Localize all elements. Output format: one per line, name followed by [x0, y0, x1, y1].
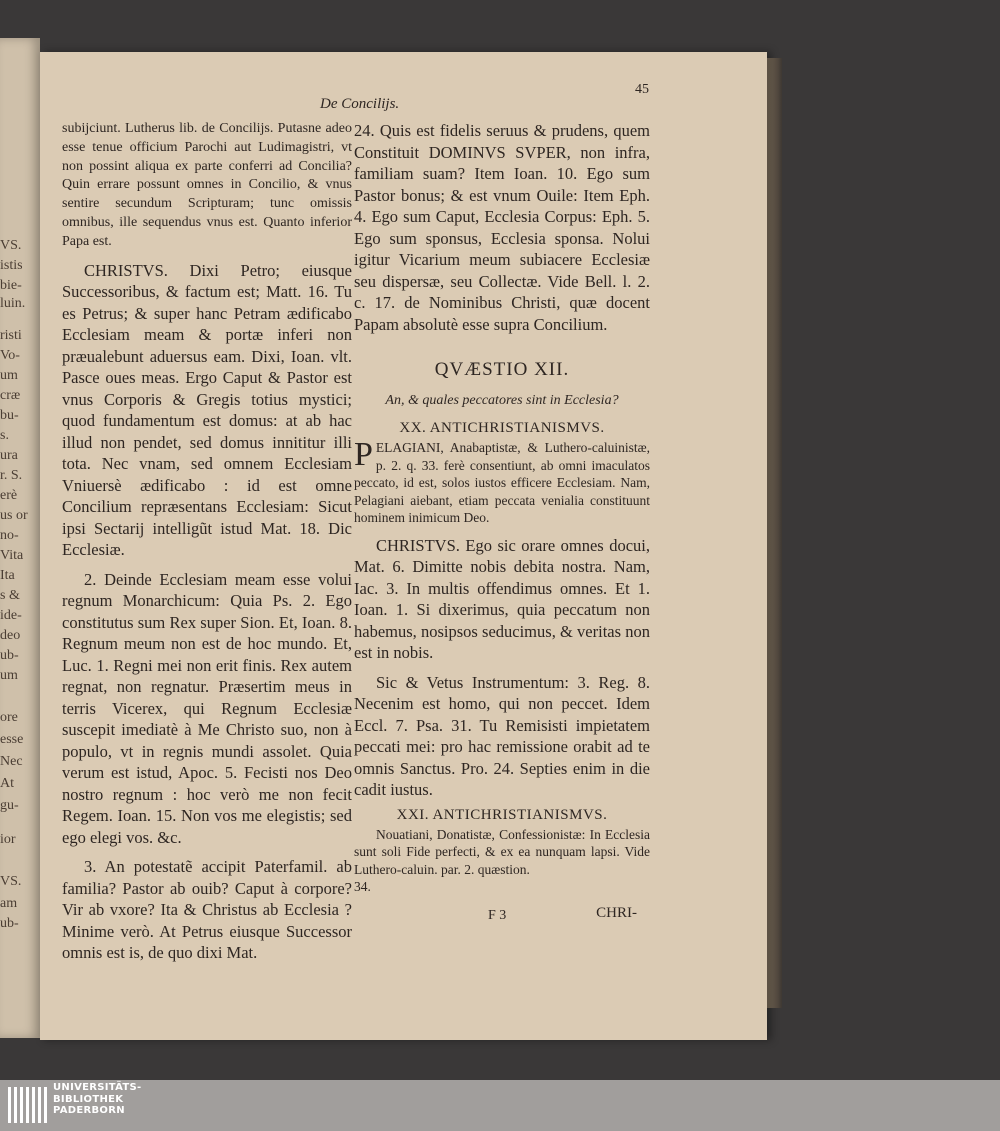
catchword: CHRI-	[596, 905, 637, 921]
left-fragment: ub-	[0, 916, 19, 931]
paragraph	[354, 436, 650, 527]
left-fragment: erè	[0, 488, 18, 503]
left-fragment: no-	[0, 528, 19, 543]
page-edge	[766, 58, 782, 1008]
paragraph: subijciunt. Lutherus lib. de Concilijs. Putasne adeo esse tenue officium Parochi aut Ludimagistri, vt non possint aliqua ex parte conferri ad Concilia? Quin errare possunt omnes in Concilio, & vnus sentire secundum Scripturam; tunc omissis omnibus, ille sequendus vnus est. Quanto inferior Papa est.	[62, 121, 352, 249]
paragraph: 3. An potestatẽ accipit Paterfamil. ab familia? Pastor ab ouib? Caput à corpore? Vir ab vxore? Ita & Christus ab Ecclesia ? Minime verò. At Petrus eiusque Successor omnis est is, de quo dixi Mat.	[62, 857, 352, 963]
left-fragment: us or	[0, 508, 28, 523]
left-fragment: ide-	[0, 608, 22, 623]
left-fragment: am	[0, 896, 18, 911]
running-head: De Concilijs.	[320, 96, 400, 112]
left-fragment: bu-	[0, 408, 19, 423]
left-fragment: cræ	[0, 388, 21, 403]
question-heading: QVÆSTIO XII.	[434, 359, 570, 380]
left-fragment: um	[0, 368, 18, 383]
left-column	[62, 120, 352, 964]
question-subtitle: An, & quales peccatores sint in Ecclesia?	[385, 393, 619, 408]
left-fragment: s.	[0, 428, 9, 443]
left-fragment: bie-	[0, 278, 22, 293]
section-heading: XXI. ANTICHRISTIANISMVS.	[396, 806, 608, 823]
left-fragment: ior	[0, 832, 16, 847]
library-line: PADERBORN	[53, 1105, 125, 1116]
left-fragment: esse	[0, 732, 24, 747]
left-fragment: s &	[0, 588, 20, 603]
section-heading: XX. ANTICHRISTIANISMVS.	[399, 420, 605, 436]
left-fragment: deo	[0, 628, 21, 643]
left-fragment: r. S.	[0, 468, 23, 483]
left-fragment: um	[0, 668, 18, 683]
paragraph: 24. Quis est fidelis seruus & prudens, quem Constituit DOMINVS SVPER, non infra, familiam suam? Item Ioan. 10. Ego sum Pastor bonus; & est vnum Ouile: Item Eph. 4. Ego sum Caput, Ecclesia Corpus: Eph. 5. Ego sum sponsus, Ecclesia sponsa. Nolui igitur Vicarium meum subiacere Ecclesiæ seu dispersæ, seu Collectæ. Vide Bell. l. 2. c. 17. de Nominibus Christi, quæ docent Papam absolutè esse supra Concilium.	[354, 121, 650, 334]
signature-mark: F 3	[488, 908, 507, 923]
library-footer	[0, 1080, 1000, 1131]
paragraph: CHRISTVS. Ego sic orare omnes docui, Mat. 6. Dimitte nobis debita nostra. Nam, Iac. 3. In multis offendimus omnes. Et 1. Ioan. 1. Si dixerimus, quia peccatum non habemus, nosipsos seducimus, & veritas non est in nobis.	[354, 535, 650, 662]
paragraph-tail: 34.	[354, 879, 371, 894]
right-column	[354, 120, 650, 896]
library-line: UNIVERSITÄTS-	[53, 1082, 142, 1093]
left-fragment: ore	[0, 710, 18, 725]
paragraph: 2. Deinde Ecclesiam meam esse volui regnum Monarchicum: Quia Ps. 2. Ego constitutus sum Rex super Sion. Et, Ioan. 8. Regnum meum non est de hoc mundo. Et, Luc. 1. Regni mei non erit finis. Rex autem regnat, non regnatur. Præsertim meus in terris Vicerex, qui Regnum Ecclesiæ suscepit imediatè à Me Christo suo, non à populo, vt in regnis mundi assolet. Quia verum est istud, Apoc. 5. Fecisti nos Deo nostro regnum : hoc verò me non fecit Regem. Ioan. 15. Non vos me elegistis; sed ego elegi vos. &c.	[62, 569, 352, 847]
left-fragment: istis	[0, 258, 23, 273]
left-fragment: luin.	[0, 296, 26, 311]
library-name	[53, 1082, 142, 1117]
left-fragment: risti	[0, 328, 22, 343]
paragraph: Nouatiani, Donatistæ, Confessionistæ: In Ecclesia sunt soli Fide perfecti, & ex ea nunquam lapsi. Vide Luthero-caluin. par. 2. quæstion.	[354, 826, 650, 877]
left-fragment: gu-	[0, 798, 19, 813]
page-number: 45	[635, 82, 649, 97]
left-fragment: Ita	[0, 568, 15, 583]
paragraph: CHRISTVS. Dixi Petro; eiusque Successoribus, & factum est; Matt. 16. Tu es Petrus; & super hanc Petram ædificabo Ecclesiam meam & portæ inferi non præualebunt aduersus eam. Dixi, Ioan. vlt. Pasce oues meas. Ergo Caput & Pastor est vnus Corporis & Gregis totius mystici; quod fundamentum est domus: at ab hac illud non pendet, sed domus innititur illi tota. Nec vnam, sed omnem Ecclesiam Vniuersè ædificabo : id est omne Concilium repræsentans Ecclesiam: Sicut ipsi Sectarij intelligũt istud Mat. 18. Dic Ecclesiæ.	[62, 260, 352, 560]
left-page-edge	[0, 38, 40, 1038]
paragraph-text: ELAGIANI, Anabaptistæ, & Luthero-caluinistæ, p. 2. q. 33. ferè consentiunt, ab omni imaculatos peccato, id est, solos iustos efficere Ecclesiam. Nam, Pelagiani aiebant, etiam peccata venialia constituunt hominem inimicum Deo.	[354, 440, 650, 525]
left-fragment: Vita	[0, 548, 24, 563]
drop-cap: P	[354, 436, 373, 473]
left-fragment: VS.	[0, 238, 22, 253]
left-fragment: ura	[0, 448, 18, 463]
library-logo-icon	[6, 1083, 50, 1127]
left-fragment: At	[0, 776, 14, 791]
left-fragment: Nec	[0, 754, 23, 769]
left-fragment: Vo-	[0, 348, 20, 363]
book-page	[40, 52, 767, 1040]
paragraph: Sic & Vetus Instrumentum: 3. Reg. 8. Necenim est homo, qui non peccet. Idem Eccl. 7. Psa. 31. Tu Remisisti impietatem peccati mei: pro hac remissione orabit ad te omnis Sanctus. Pro. 24. Septies enim in die cadit iustus.	[354, 672, 650, 799]
left-fragment: ub-	[0, 648, 19, 663]
library-line: BIBLIOTHEK	[53, 1093, 124, 1105]
left-fragment: VS.	[0, 874, 22, 889]
